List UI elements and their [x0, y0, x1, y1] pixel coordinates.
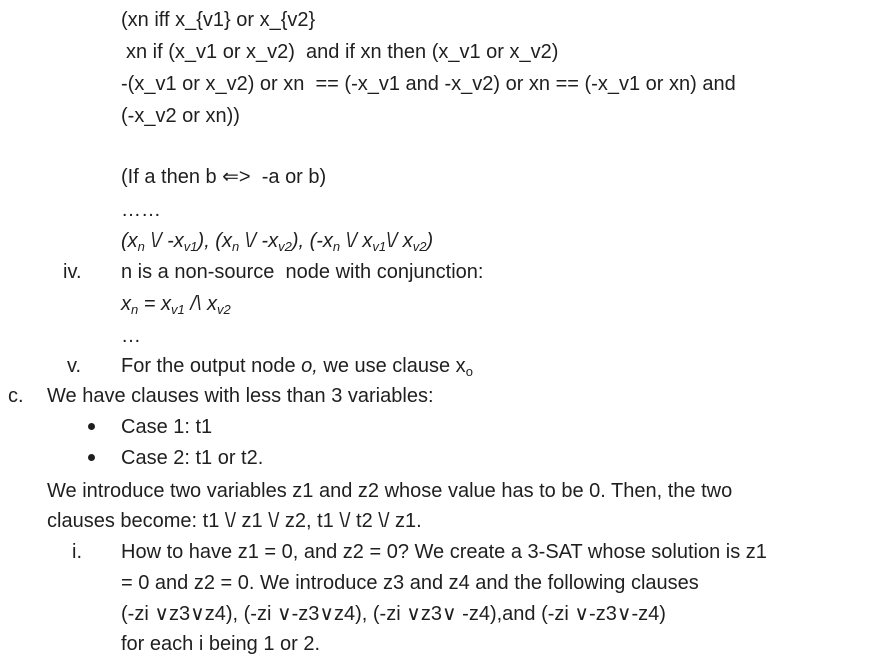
bullet-icon: [88, 423, 95, 430]
list-marker-i: i.: [72, 541, 82, 563]
list-item: Case 2: t1 or t2.: [121, 447, 264, 469]
text-line: n is a non-source node with conjunction:: [121, 261, 484, 283]
text-line: How to have z1 = 0, and z2 = 0? We create a 3-SAT whose solution is z1: [121, 541, 767, 563]
text-line: We introduce two variables z1 and z2 whose value has to be 0. Then, the two: [47, 480, 733, 502]
text-line: (If a then b ⇐> -a or b): [121, 166, 327, 188]
text-line: clauses become: t1 \/ z1 \/ z2, t1 \/ t2 \/ z1.: [47, 510, 422, 532]
formula-clauses: ($x_n$ \/ $-x_{v1}$), ($x_n$ \/ $-x_{v2}$), ($-x_n$ \/ $x_{v1}\backslash/$ $x_{v2}$): [121, 230, 434, 254]
text-line: (-x_v2 or xn)): [121, 105, 240, 127]
ellipsis: …: [121, 325, 141, 347]
text-line: For the output node o, we use clause $x_o$: [121, 355, 473, 379]
list-marker-c: c.: [8, 385, 24, 407]
text-line: (xn iff x_{v1} or x_{v2}: [121, 9, 316, 31]
text-line: xn if (x_v1 or x_v2) and if xn then (x_v1 or x_v2): [126, 41, 559, 63]
bullet-icon: [88, 454, 95, 461]
list-item: Case 1: t1: [121, 416, 213, 438]
text-line: We have clauses with less than 3 variables:: [47, 385, 434, 407]
text-line: (-zi ∨z3∨z4), (-zi ∨-z3∨z4), (-zi ∨z3∨ -z4),and (-zi ∨-z3∨-z4): [121, 603, 666, 625]
list-marker-iv: iv.: [63, 261, 82, 283]
text-line: -(x_v1 or x_v2) or xn == (-x_v1 and -x_v2) or xn == (-x_v1 or xn) and: [121, 73, 736, 95]
formula-conjunction: $x_n = x_{v1}$ /\ $x_{v2}$: [121, 293, 231, 317]
list-marker-v: v.: [67, 355, 82, 377]
text-line: = 0 and z2 = 0. We introduce z3 and z4 and the following clauses: [121, 572, 699, 594]
text-line: for each i being 1 or 2.: [121, 633, 321, 655]
ellipsis: ……: [121, 199, 161, 221]
